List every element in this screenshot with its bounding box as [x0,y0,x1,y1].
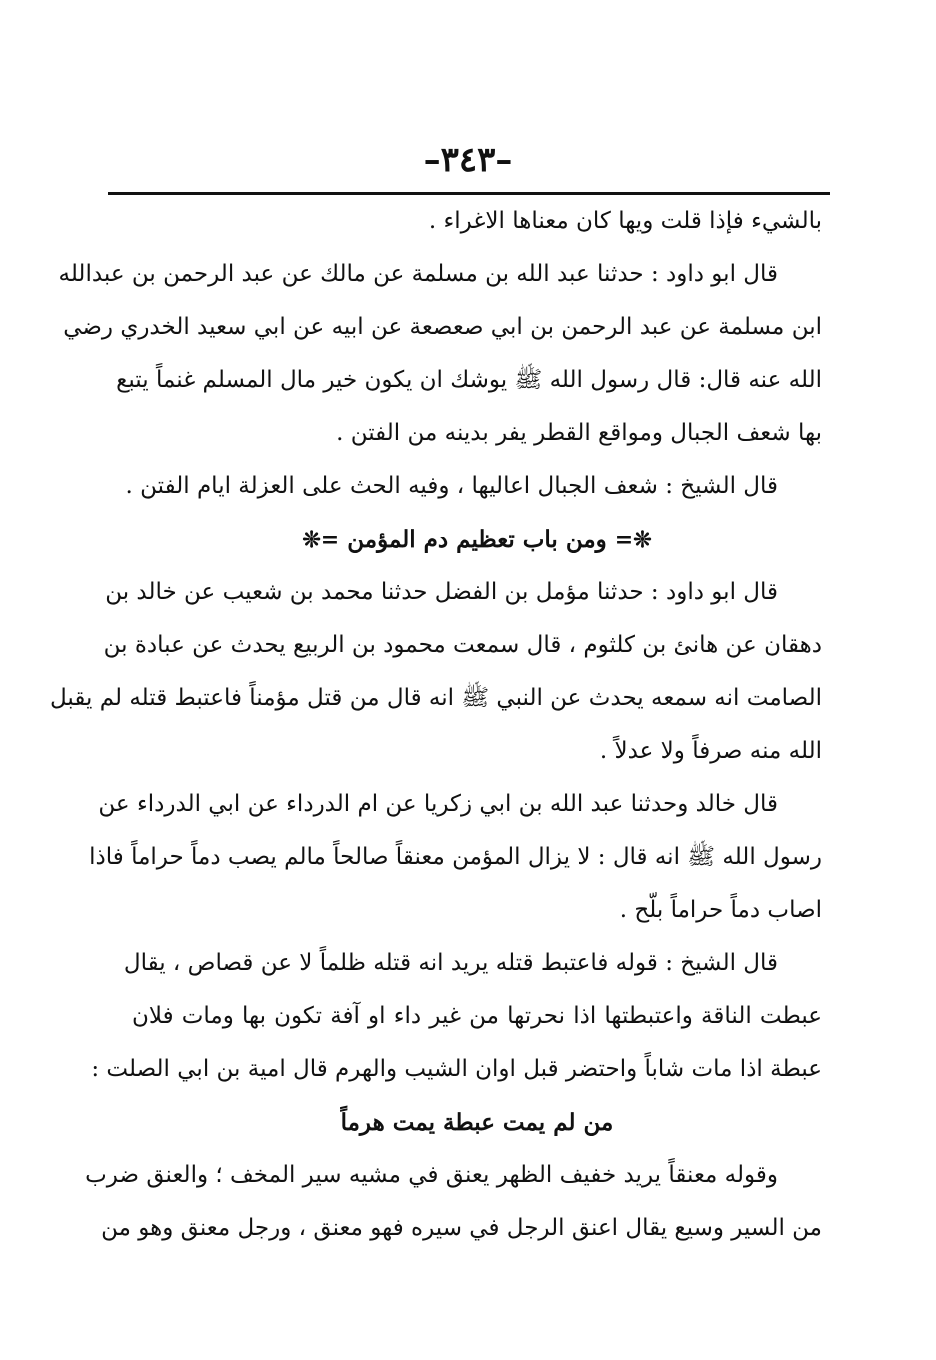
text-line: بالشيء فإذا قلت ويها كان معناها الاغراء . [428,208,822,234]
poetry-verse: من لم يمت عبطة يمت هرماً [340,1109,614,1136]
text-line: وقوله معنقاً يريد خفيف الظهر يعنق في مشيه سير المخف ؛ والعنق ضرب [85,1162,778,1188]
text-line: قال الشيخ : قوله فاعتبط قتله يريد انه قتله ظلماً لا عن قصاص ، يقال [123,950,778,976]
text-line: الله منه صرفاً ولا عدلاً . [599,738,822,764]
ornament-icon: ❊= [614,527,652,553]
text-line: دهقان عن هانئ بن كلثوم ، قال سمعت محمود بن الربيع يحدث عن عبادة بن [103,632,822,658]
text-line: قال ابو داود : حدثنا مؤمل بن الفضل حدثنا محمد بن شعيب عن خالد بن [105,579,778,605]
text-line: ابن مسلمة عن عبد الرحمن بن ابي صعصعة عن ابيه عن ابي سعيد الخدري رضي [63,314,822,340]
text-line: عبطة اذا مات شاباً واحتضر قبل اوان الشيب والهرم قال امية بن ابي الصلت : [91,1056,822,1082]
body-text [50,195,822,1255]
text-line: رسول الله ﷺ انه قال : لا يزال المؤمن معنقاً صالحاً مالم يصب دماً حراماً فاذا [89,844,822,870]
text-line: اصاب دماً حراماً بلّح . [619,897,822,923]
text-line: الصامت انه سمعه يحدث عن النبي ﷺ انه قال من قتل مؤمناً فاعتبط قتله لم يقبل [50,685,822,711]
text-line: بها شعف الجبال ومواقع القطر يفر بدينه من الفتن . [336,420,822,446]
chapter-heading [132,513,822,566]
chapter-title: ومن باب تعظيم دم المؤمن [347,526,607,553]
text-line: قال خالد وحدثنا عبد الله بن ابي زكريا عن ام الدرداء عن ابي الدرداء عن [98,791,778,817]
text-line: الله عنه قال: قال رسول الله ﷺ يوشك ان يكون خير مال المسلم غنماً يتبع [116,367,822,393]
page-number: –٣٤٣– [423,140,513,180]
text-line: عبطت الناقة واعتبطتها اذا نحرتها من غير داء او آفة تكون بها ومات فلان [132,1003,822,1029]
text-line: قال الشيخ : شعف الجبال اعاليها ، وفيه الحث على العزلة ايام الفتن . [125,473,778,499]
text-line: من السير وسيع يقال اعنق الرجل في سيره فهو معنق ، ورجل معنق وهو من [101,1215,822,1241]
text-line: قال ابو داود : حدثنا عبد الله بن مسلمة عن مالك عن عبد الرحمن بن عبدالله [58,261,778,287]
ornament-icon: =❊ [302,527,340,553]
